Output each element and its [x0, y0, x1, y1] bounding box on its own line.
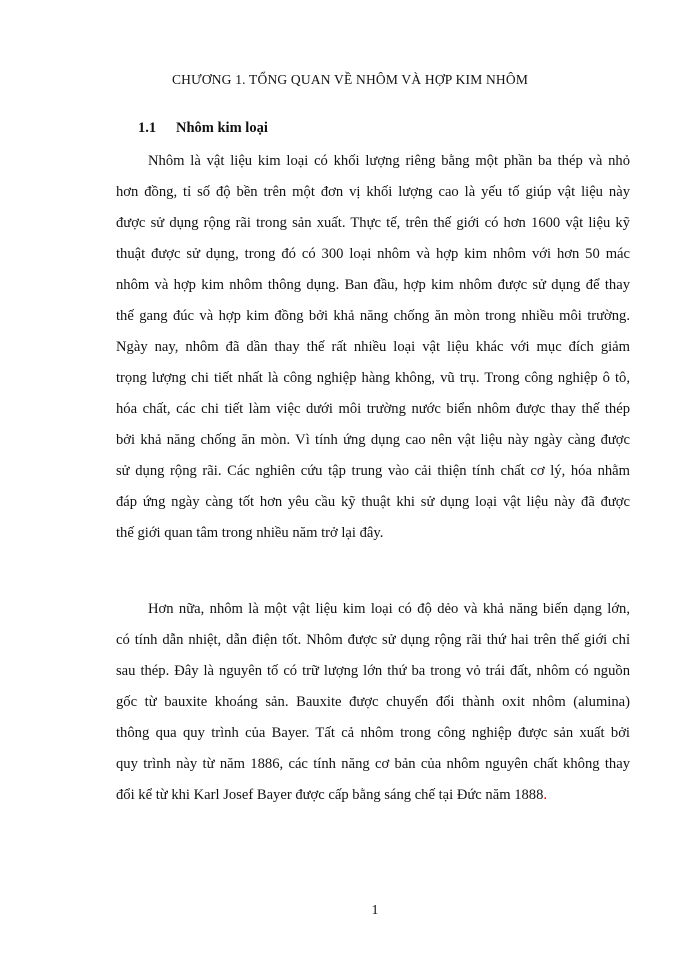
text-line: thông qua quy trình của Bayer. Tất cả nhôm trong công nghiệp được sản xuất bởi: [116, 725, 630, 741]
section-number: 1.1: [138, 120, 157, 136]
text-line: nhôm và hợp kim nhôm thông dụng. Ban đầu, hợp kim nhôm được sử dụng để thay: [116, 277, 630, 293]
paragraph-2: [116, 594, 630, 811]
text-line: Ngày nay, nhôm đã dần thay thế rất nhiều loại vật liệu khác với mục đích giảm: [116, 339, 630, 355]
page-number: 1: [371, 903, 379, 918]
text-line: thế gang đúc và hợp kim đồng bởi khả năng chống ăn mòn trong nhiều môi trường.: [116, 308, 630, 324]
text-line: sau thép. Đây là nguyên tố có trữ lượng lớn thứ ba trong vỏ trái đất, nhôm có nguồn: [116, 663, 630, 679]
text-line: trọng lượng chi tiết nhất là công nghiệp hàng không, vũ trụ. Trong công nghiệp ô tô,: [116, 370, 630, 386]
paragraph-1: [116, 146, 630, 549]
text-line: có tính dẫn nhiệt, dẫn điện tốt. Nhôm được sử dụng rộng rãi thứ hai trên thế giới chỉ: [116, 632, 630, 648]
text-line: thế giới quan tâm trong nhiều năm trở lại đây.: [116, 525, 384, 541]
text-line: Hơn nữa, nhôm là một vật liệu kim loại có độ dẻo và khả năng biến dạng lớn,: [148, 601, 630, 617]
text-line: Nhôm là vật liệu kim loại có khối lượng riêng bằng một phần ba thép và nhỏ: [148, 153, 630, 169]
text-line: sử dụng rộng rãi. Các nghiên cứu tập trung vào cải thiện tính chất cơ lý, hóa nhằm: [116, 463, 630, 479]
chapter-title: CHƯƠNG 1. TỔNG QUAN VỀ NHÔM VÀ HỢP KIM NHÔM: [171, 72, 529, 87]
section-title: Nhôm kim loại: [176, 120, 268, 136]
final-period: .: [543, 787, 548, 803]
text-line: bởi khả năng chống ăn mòn. Vì tính ứng dụng cao nên vật liệu này ngày càng được: [116, 432, 630, 448]
text-line: quy trình này từ năm 1886, các tính năng cơ bản của nhôm nguyên chất không thay: [116, 756, 630, 772]
text-line: hơn đồng, tỉ số độ bền trên một đơn vị khối lượng cao là yếu tố giúp vật liệu này: [116, 184, 630, 200]
section-heading: [138, 120, 268, 137]
text-line: được sử dụng rộng rãi trong sản xuất. Thực tế, trên thế giới có hơn 1600 vật liệu kỹ: [116, 215, 630, 231]
text-line: gốc từ bauxite khoáng sản. Bauxite được chuyển đổi thành oxit nhôm (alumina): [116, 694, 630, 710]
text-line: hóa chất, các chi tiết làm việc dưới môi trường nước biển nhôm được thay thế thép: [116, 401, 630, 417]
text-line: thuật được sử dụng, trong đó có 300 loại nhôm và hợp kim nhôm với hơn 50 mác: [116, 246, 630, 262]
final-line-text: đổi kể từ khi Karl Josef Bayer được cấp bằng sáng chế tại Đức năm 1888: [116, 787, 544, 803]
text-line: đáp ứng ngày càng tốt hơn yêu cầu kỹ thuật khi sử dụng loại vật liệu này đã được: [116, 494, 630, 510]
text-line-final: [116, 780, 630, 811]
